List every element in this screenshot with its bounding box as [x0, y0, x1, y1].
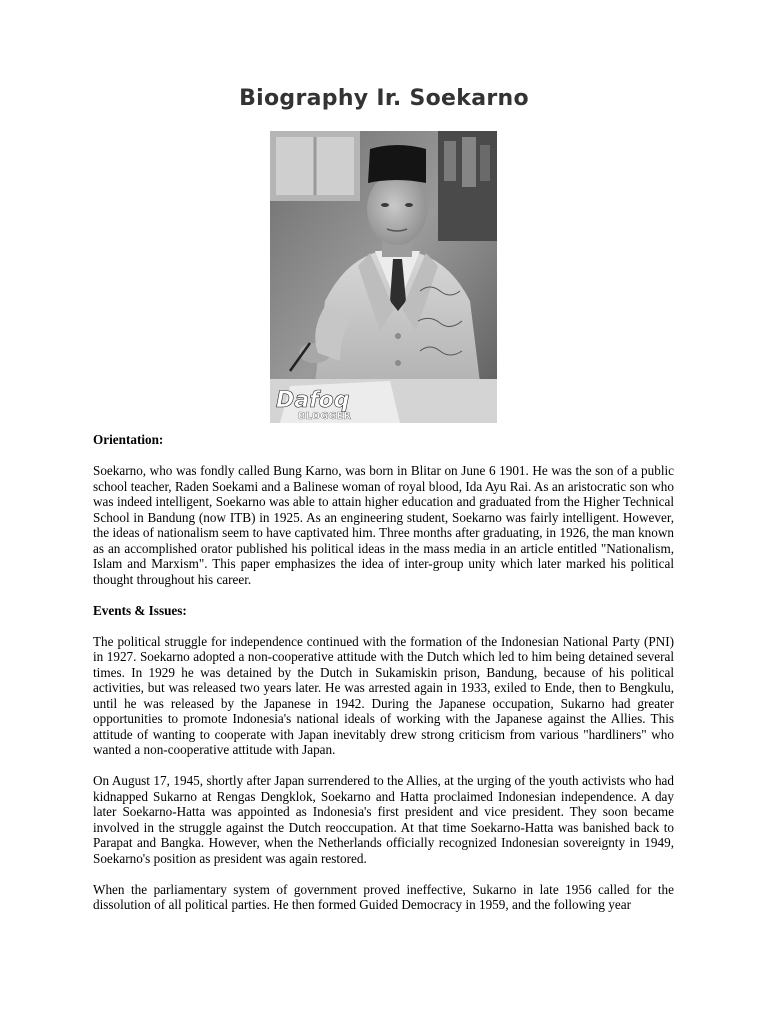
svg-text:BLOGGER: BLOGGER: [298, 411, 352, 422]
page-title: Biography Ir. Soekarno: [239, 86, 529, 111]
portrait-photo: [270, 131, 497, 423]
svg-text:Dafoq: Dafoq: [276, 388, 350, 413]
section-heading-orientation: Orientation:: [93, 432, 164, 447]
section-heading-events-issues: Events & Issues:: [93, 602, 187, 618]
paragraph: Soekarno, who was fondly called Bung Karno, was born in Blitar on June 6 1901. He was the son of a public school teacher, Raden Soekami and a Balinese woman of royal blood, Ida Ayu Rai. As an aristocratic son who was indeed intelligent, Soekarno was able to attain higher education and graduated from the Higher Technical School in Bandung (now ITB) in 1925. As an engineering student, Soekarno was fairly intelligent. However, the ideas of nationalism seem to have captivated him. Three months after graduating, in 1926, the man known as an accomplished orator published his political ideas in the mass media in an article entitled "Nationalism, Islam and Marxism". This paper emphasizes the idea of inter-group unity which later marked his political thought throughout his career.: [93, 463, 674, 587]
paragraph: On August 17, 1945, shortly after Japan surrendered to the Allies, at the urging of the youth activists who had kidnapped Sukarno at Rengas Dengklok, Soekarno and Hatta proclaimed Indonesian independence. A day later Soekarno-Hatta was appointed as Indonesia's first president and vice president. They soon became involved in the struggle against the Dutch reoccupation. At that time Soekarno-Hatta was banished back to Parapat and Bangka. However, when the Netherlands officially recognized Indonesian sovereignty in 1949, Soekarno's position as president was again restored.: [93, 773, 674, 866]
document-body: [93, 432, 674, 928]
paragraph: The political struggle for independence continued with the formation of the Indonesian National Party (PNI) in 1927. Soekarno adopted a non-cooperative attitude with the Dutch which led to him being detained several times. In 1929 he was detained by the Dutch in Sukamiskin prison, Bandung, because of his political activities, but was released two years later. He was arrested again in 1933, exiled to Ende, then to Bengkulu, until he was released by the Japanese in 1942. During the Japanese occupation, Sukarno had greater opportunities to promote Indonesia's national ideals of working with the Japanese against the Allies. This attitude of wanting to cooperate with Japan inevitably drew strong criticism from various "hardliners" who wanted a non-cooperative attitude with Japan.: [93, 633, 674, 757]
paragraph: When the parliamentary system of government proved ineffective, Sukarno in late 1956 called for the dissolution of all political parties. He then formed Guided Democracy in 1959, and the following year: [93, 881, 674, 912]
